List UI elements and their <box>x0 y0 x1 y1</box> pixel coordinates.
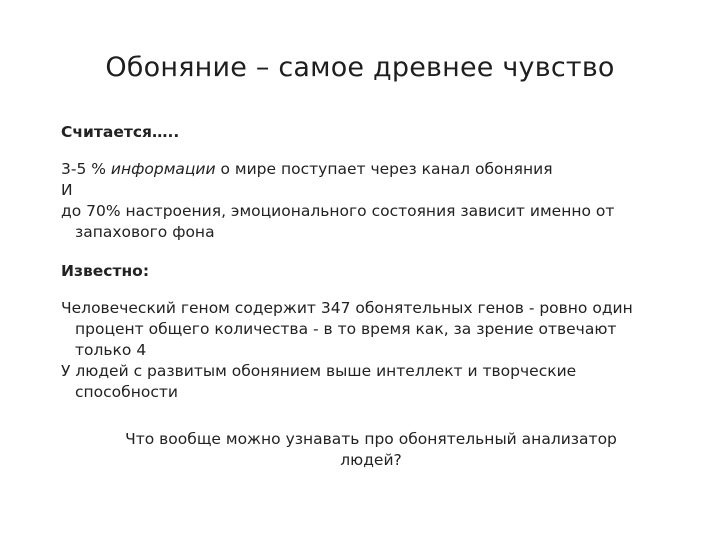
section2-line1: Человеческий геном содержит 347 обонятельных генов - ровно один процент общего количества - в то время как, за зрение отвечают только 4 <box>61 299 633 359</box>
spacer <box>61 243 681 261</box>
section1-line3: до 70% настроения, эмоционального состояния зависит именно от запахового фона <box>61 202 615 241</box>
slide-body <box>61 122 681 471</box>
section1-line1-post: о мире поступает через канал обоняния <box>215 160 553 178</box>
slide-title: Обоняние – самое древнее чувство <box>105 52 615 83</box>
section1-line2: И <box>61 181 73 199</box>
closing-question: Что вообще можно узнавать про обонятельный анализатор людей? <box>125 430 617 469</box>
spacer <box>61 403 681 429</box>
section2-line2: У людей с развитым обонянием выше интеллект и творческие способности <box>61 362 577 401</box>
section1-line1 <box>61 159 681 180</box>
section1-line1-pre: 3-5 % <box>61 160 111 178</box>
section1-heading: Считается….. <box>61 123 180 141</box>
section2-heading: Известно: <box>61 262 150 280</box>
section1-line1-italic: информации <box>110 160 216 178</box>
